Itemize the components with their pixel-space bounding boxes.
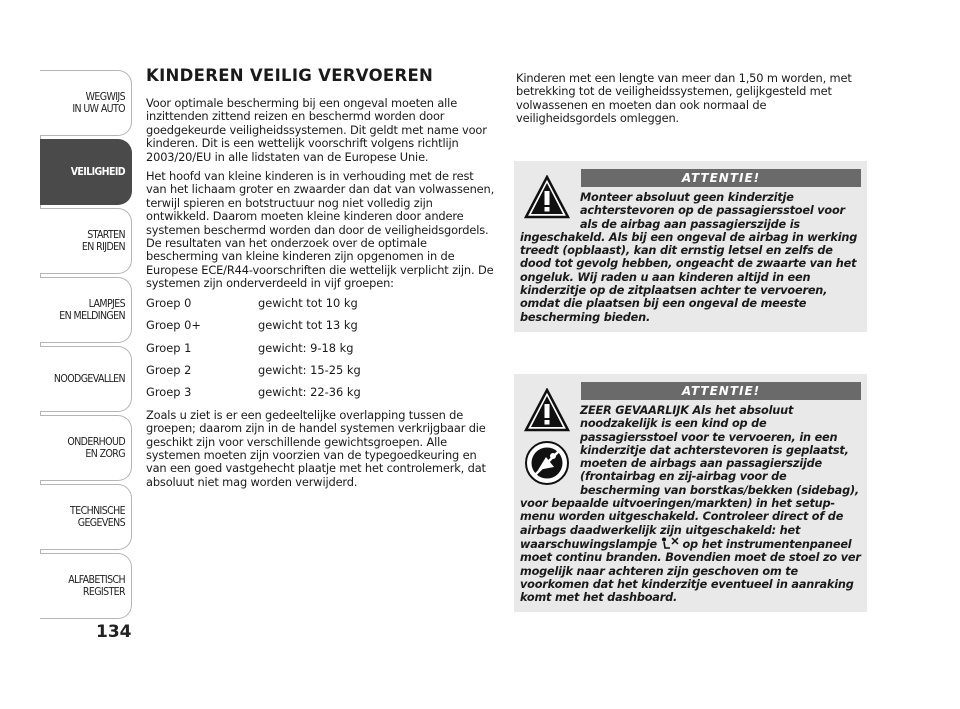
warning-text: Monteer absoluut geen kinderzitje achterstevoren op de passagiersstoel voor als de airbag aan passagierszijde is ingeschakeld. Als bij een ongeval de airbag in werking treedt (opblaast), kan dit ernstig letsel en zelfs de dood tot gevolg hebben, ongeacht de zwaarte van het ongeluk. Wij raden u aan kinderen altijd in een kinderzitje op de zitplaatsen achter te vervoeren, omdat die plaatsen bij een ongeval de meeste bescherming bieden.: [520, 191, 858, 324]
tab-alfabetisch[interactable]: [40, 553, 132, 619]
tab-label: EN RIJDEN: [81, 241, 125, 253]
weight-groups: [146, 297, 496, 400]
tab-technische[interactable]: [40, 484, 132, 550]
tab-label: IN UW AUTO: [72, 103, 125, 115]
group-name: Groep 0+: [146, 318, 201, 333]
tab-label: WEGWIJS: [85, 91, 125, 103]
group-row: [146, 364, 496, 377]
left-column: [146, 66, 496, 495]
warning-text-part: op het instrumentenpaneel moet continu branden. Bovendien moet de stoel zo ver mogelijk naar achteren zijn geschoven om te voorkomen dat het kinderzitje eventueel in aanraking komt met het dashboard.: [520, 537, 861, 605]
warning-box-2: [514, 374, 867, 612]
tab-veiligheid[interactable]: [40, 139, 132, 205]
page-number: 134: [96, 622, 132, 642]
section-title: KINDEREN VEILIG VERVOEREN: [146, 66, 434, 85]
tab-lampjes[interactable]: [40, 277, 132, 343]
airbag-off-indicator-icon: [661, 537, 679, 549]
right-column: [516, 72, 866, 132]
paragraph: Kinderen met een lengte van meer dan 1,50 m worden, met betrekking tot de veiligheidssystemen, gelijkgesteld met volwassenen en moeten dan ook normaal de veiligheidsgordels omleggen.: [516, 71, 852, 126]
paragraph: Voor optimale bescherming bij een ongeval moeten alle inzittenden zittend reizen en beschermd worden door goedgekeurde veiligheidssystemen. Dit geldt met name voor kinderen. Dit is een wettelijk voorschrift volgens richtlijn 2003/20/EU in alle lidstaten van de Europese Unie.: [146, 96, 487, 164]
tab-label: ONDERHOUD: [67, 436, 125, 448]
group-weight: gewicht tot 10 kg: [258, 295, 358, 310]
tab-label: EN ZORG: [85, 448, 125, 460]
tab-label: STARTEN: [87, 229, 125, 241]
warning-box-1: [514, 161, 867, 332]
group-name: Groep 1: [146, 340, 192, 355]
tab-label: GEGEVENS: [77, 517, 125, 529]
group-row: [146, 297, 496, 310]
paragraph: Zoals u ziet is er een gedeeltelijke overlapping tussen de groepen; daarom zijn in de handel systemen verkrijgbaar die geschikt zijn voor verschillende gewichtsgroepen. Alle systemen moeten zijn voorzien van de typegoedkeuring en van een goed vastgehecht plaatje met het controlemerk, dat absoluut niet mag worden verwijderd.: [146, 407, 486, 489]
warning-text-part: ZEER GEVAARLIJK Als het absoluut noodzakelijk is een kind op de passagiersstoel voor te vervoeren, in een kinderzitje dat achterstevoren is geplaatst, moeten de airbags aan passagierszijde (frontairbag en zij-airbag voor de bescherming van borstkas/bekken (sidebag), voor bepaalde uitvoeringen/markten) in het setup-menu worden uitgeschakeld. Controleer direct of de airbags daadwerkelijk zijn uitgeschakeld: het waarschuwingslampje: [520, 404, 860, 551]
group-weight: gewicht: 9-18 kg: [258, 340, 354, 355]
warning-header: ATTENTIE!: [581, 382, 861, 400]
airbag-child-seat-icon: [524, 440, 570, 486]
group-row: [146, 386, 496, 399]
warning-triangle-icon: [524, 388, 570, 432]
paragraph: Het hoofd van kleine kinderen is in verhouding met de rest van het lichaam groter en zwaarder dan dat van volwassenen, terwijl spieren en botstructuur nog niet volledig zijn ontwikkeld. Daarom moeten kleine kinderen door andere systemen beschermd worden dan door de veiligheidsgordels. De resultaten van het onderzoek over de optimale bescherming van kleine kinderen zijn opgenomen in de Europese ECE/R44-voorschriften die wettelijk verplicht zijn. De systemen zijn onderverdeeld in vijf groepen:: [146, 169, 495, 291]
tab-label: EN MELDINGEN: [59, 310, 125, 322]
group-name: Groep 3: [146, 385, 192, 400]
group-weight: gewicht: 15-25 kg: [258, 362, 361, 377]
group-name: Groep 0: [146, 295, 192, 310]
tab-starten[interactable]: [40, 208, 132, 274]
warning-header: ATTENTIE!: [581, 169, 861, 187]
group-row: [146, 342, 496, 355]
tab-label: NOODGEVALLEN: [53, 373, 125, 385]
tab-label: LAMPJES: [88, 298, 125, 310]
group-weight: gewicht tot 13 kg: [258, 318, 358, 333]
tab-label: ALFABETISCH: [68, 574, 125, 586]
warning-triangle-icon: [524, 175, 570, 219]
tab-label: TECHNISCHE: [70, 505, 125, 517]
tab-onderhoud[interactable]: [40, 415, 132, 481]
tab-noodgevallen[interactable]: [40, 346, 132, 412]
group-name: Groep 2: [146, 362, 192, 377]
tab-wegwijs[interactable]: [40, 70, 132, 136]
tab-label: REGISTER: [82, 586, 125, 598]
tab-label: VEILIGHEID: [70, 166, 125, 178]
group-weight: gewicht: 22-36 kg: [258, 385, 361, 400]
warning-text: [520, 404, 861, 604]
group-row: [146, 319, 496, 332]
